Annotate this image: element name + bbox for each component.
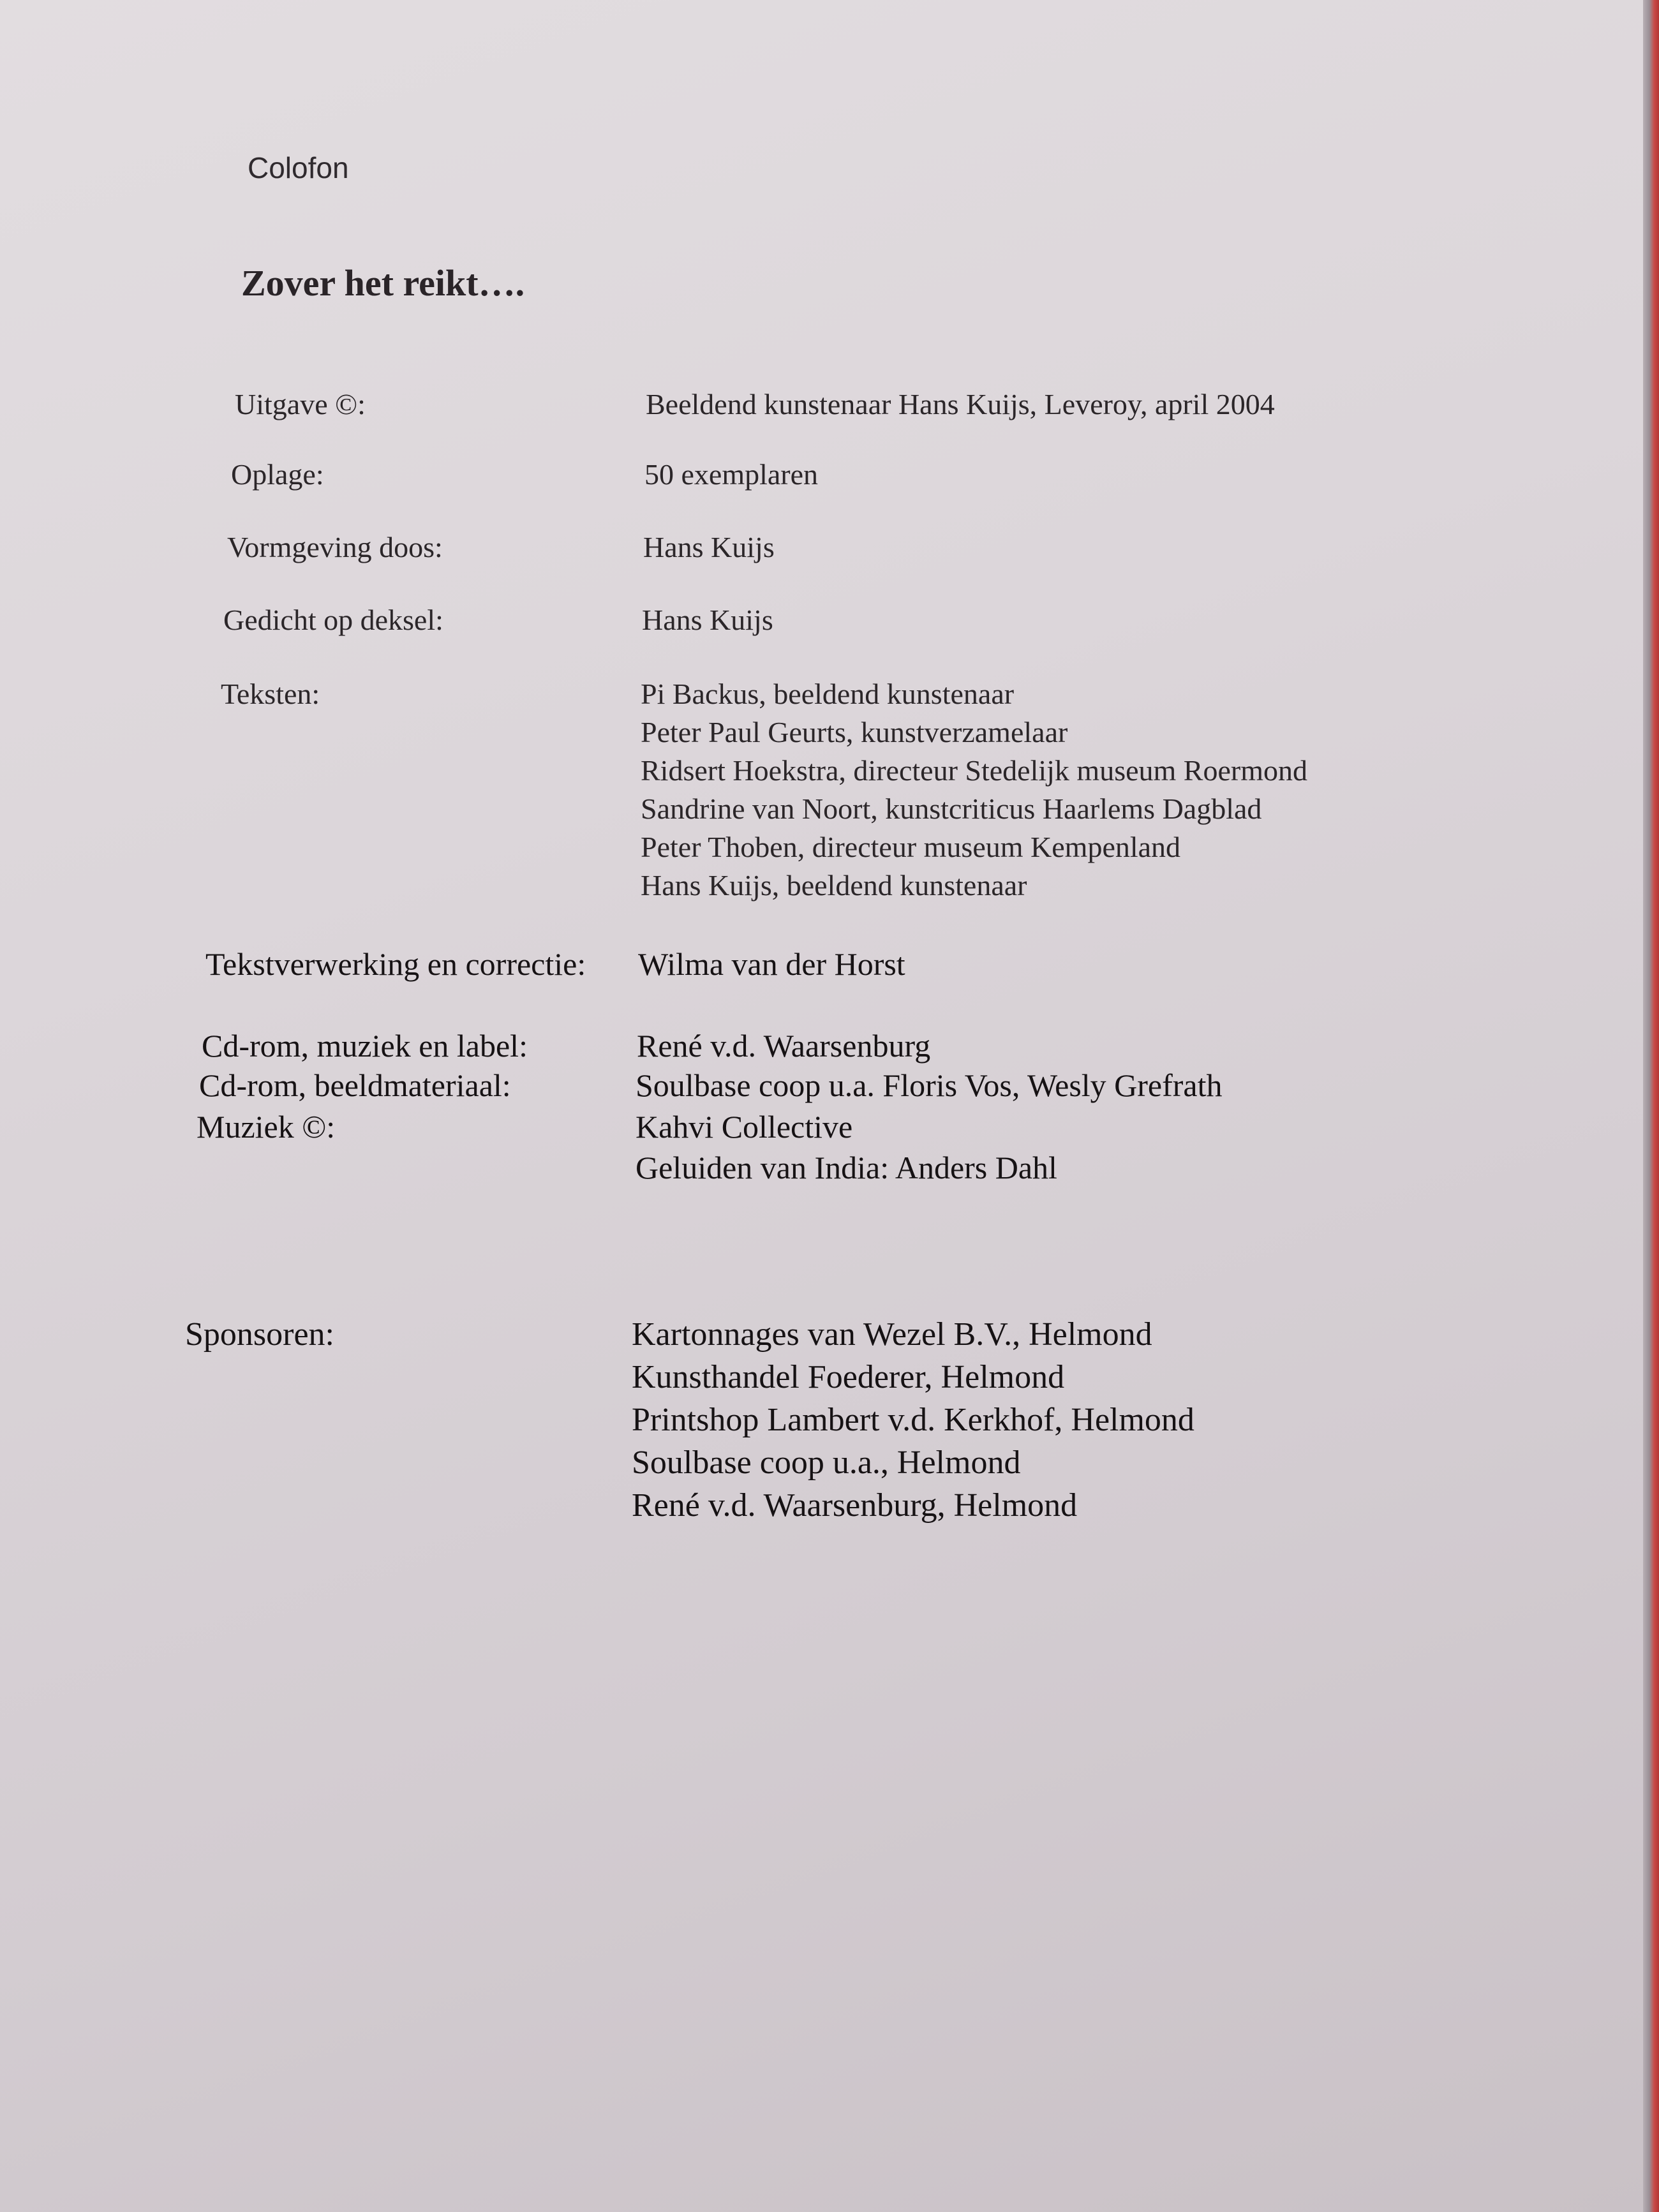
value-line: Wilma van der Horst [638, 946, 905, 982]
label-teksten: Teksten: [221, 678, 320, 710]
value-tekstverwerking [638, 943, 905, 986]
label-uitgave: Uitgave ©: [235, 388, 366, 420]
value-gedicht-op-deksel [642, 601, 773, 639]
label-cdrom-beeldmateriaal: Cd-rom, beeldmateriaal: [199, 1067, 511, 1103]
value-line: Beeldend kunstenaar Hans Kuijs, Leveroy, april 2004 [646, 388, 1275, 420]
value-line: Hans Kuijs, beeldend kunstenaar [641, 869, 1027, 902]
value-oplage [644, 456, 818, 494]
value-line: Hans Kuijs [642, 604, 773, 636]
value-line: Kartonnages van Wezel B.V., Helmond [632, 1316, 1152, 1353]
label-tekstverwerking: Tekstverwerking en correctie: [205, 946, 586, 982]
book-title: Zover het reikt…. [241, 262, 525, 304]
value-line: Kahvi Collective [636, 1109, 853, 1145]
value-sponsoren [632, 1313, 1194, 1527]
value-line: Soulbase coop u.a. Floris Vos, Wesly Grefrath [636, 1067, 1223, 1103]
value-line: Geluiden van India: Anders Dahl [636, 1150, 1057, 1185]
book-edge [1643, 0, 1659, 2212]
value-line: Pi Backus, beeldend kunstenaar [641, 678, 1015, 710]
label-oplage: Oplage: [231, 458, 324, 491]
value-line: Ridsert Hoekstra, directeur Stedelijk museum Roermond [641, 754, 1307, 787]
value-line: Sandrine van Noort, kunstcriticus Haarlems Dagblad [641, 792, 1262, 825]
value-line: René v.d. Waarsenburg [637, 1028, 931, 1064]
value-vormgeving-doos [643, 528, 775, 567]
value-line: Soulbase coop u.a., Helmond [632, 1444, 1021, 1481]
value-uitgave [646, 385, 1275, 424]
label-gedicht-op-deksel: Gedicht op deksel: [223, 604, 443, 636]
label-cdrom-muziek: Cd-rom, muziek en label: [202, 1028, 528, 1064]
value-line: Peter Thoben, directeur museum Kempenland [641, 831, 1181, 863]
value-line: Printshop Lambert v.d. Kerkhof, Helmond [632, 1402, 1194, 1438]
value-muziek [636, 1106, 1057, 1188]
page-heading: Colofon [248, 151, 349, 184]
value-line: Hans Kuijs [643, 531, 775, 563]
value-line: 50 exemplaren [644, 458, 819, 491]
value-line: Kunsthandel Foederer, Helmond [632, 1359, 1065, 1395]
value-cdrom-beeldmateriaal [636, 1065, 1223, 1105]
value-cdrom-muziek [637, 1026, 930, 1065]
label-sponsoren: Sponsoren: [185, 1316, 334, 1353]
value-line: René v.d. Waarsenburg, Helmond [632, 1487, 1078, 1524]
label-muziek: Muziek ©: [197, 1109, 336, 1145]
value-line: Peter Paul Geurts, kunstverzamelaar [641, 716, 1068, 748]
label-vormgeving-doos: Vormgeving doos: [227, 531, 443, 563]
value-teksten [641, 675, 1307, 905]
